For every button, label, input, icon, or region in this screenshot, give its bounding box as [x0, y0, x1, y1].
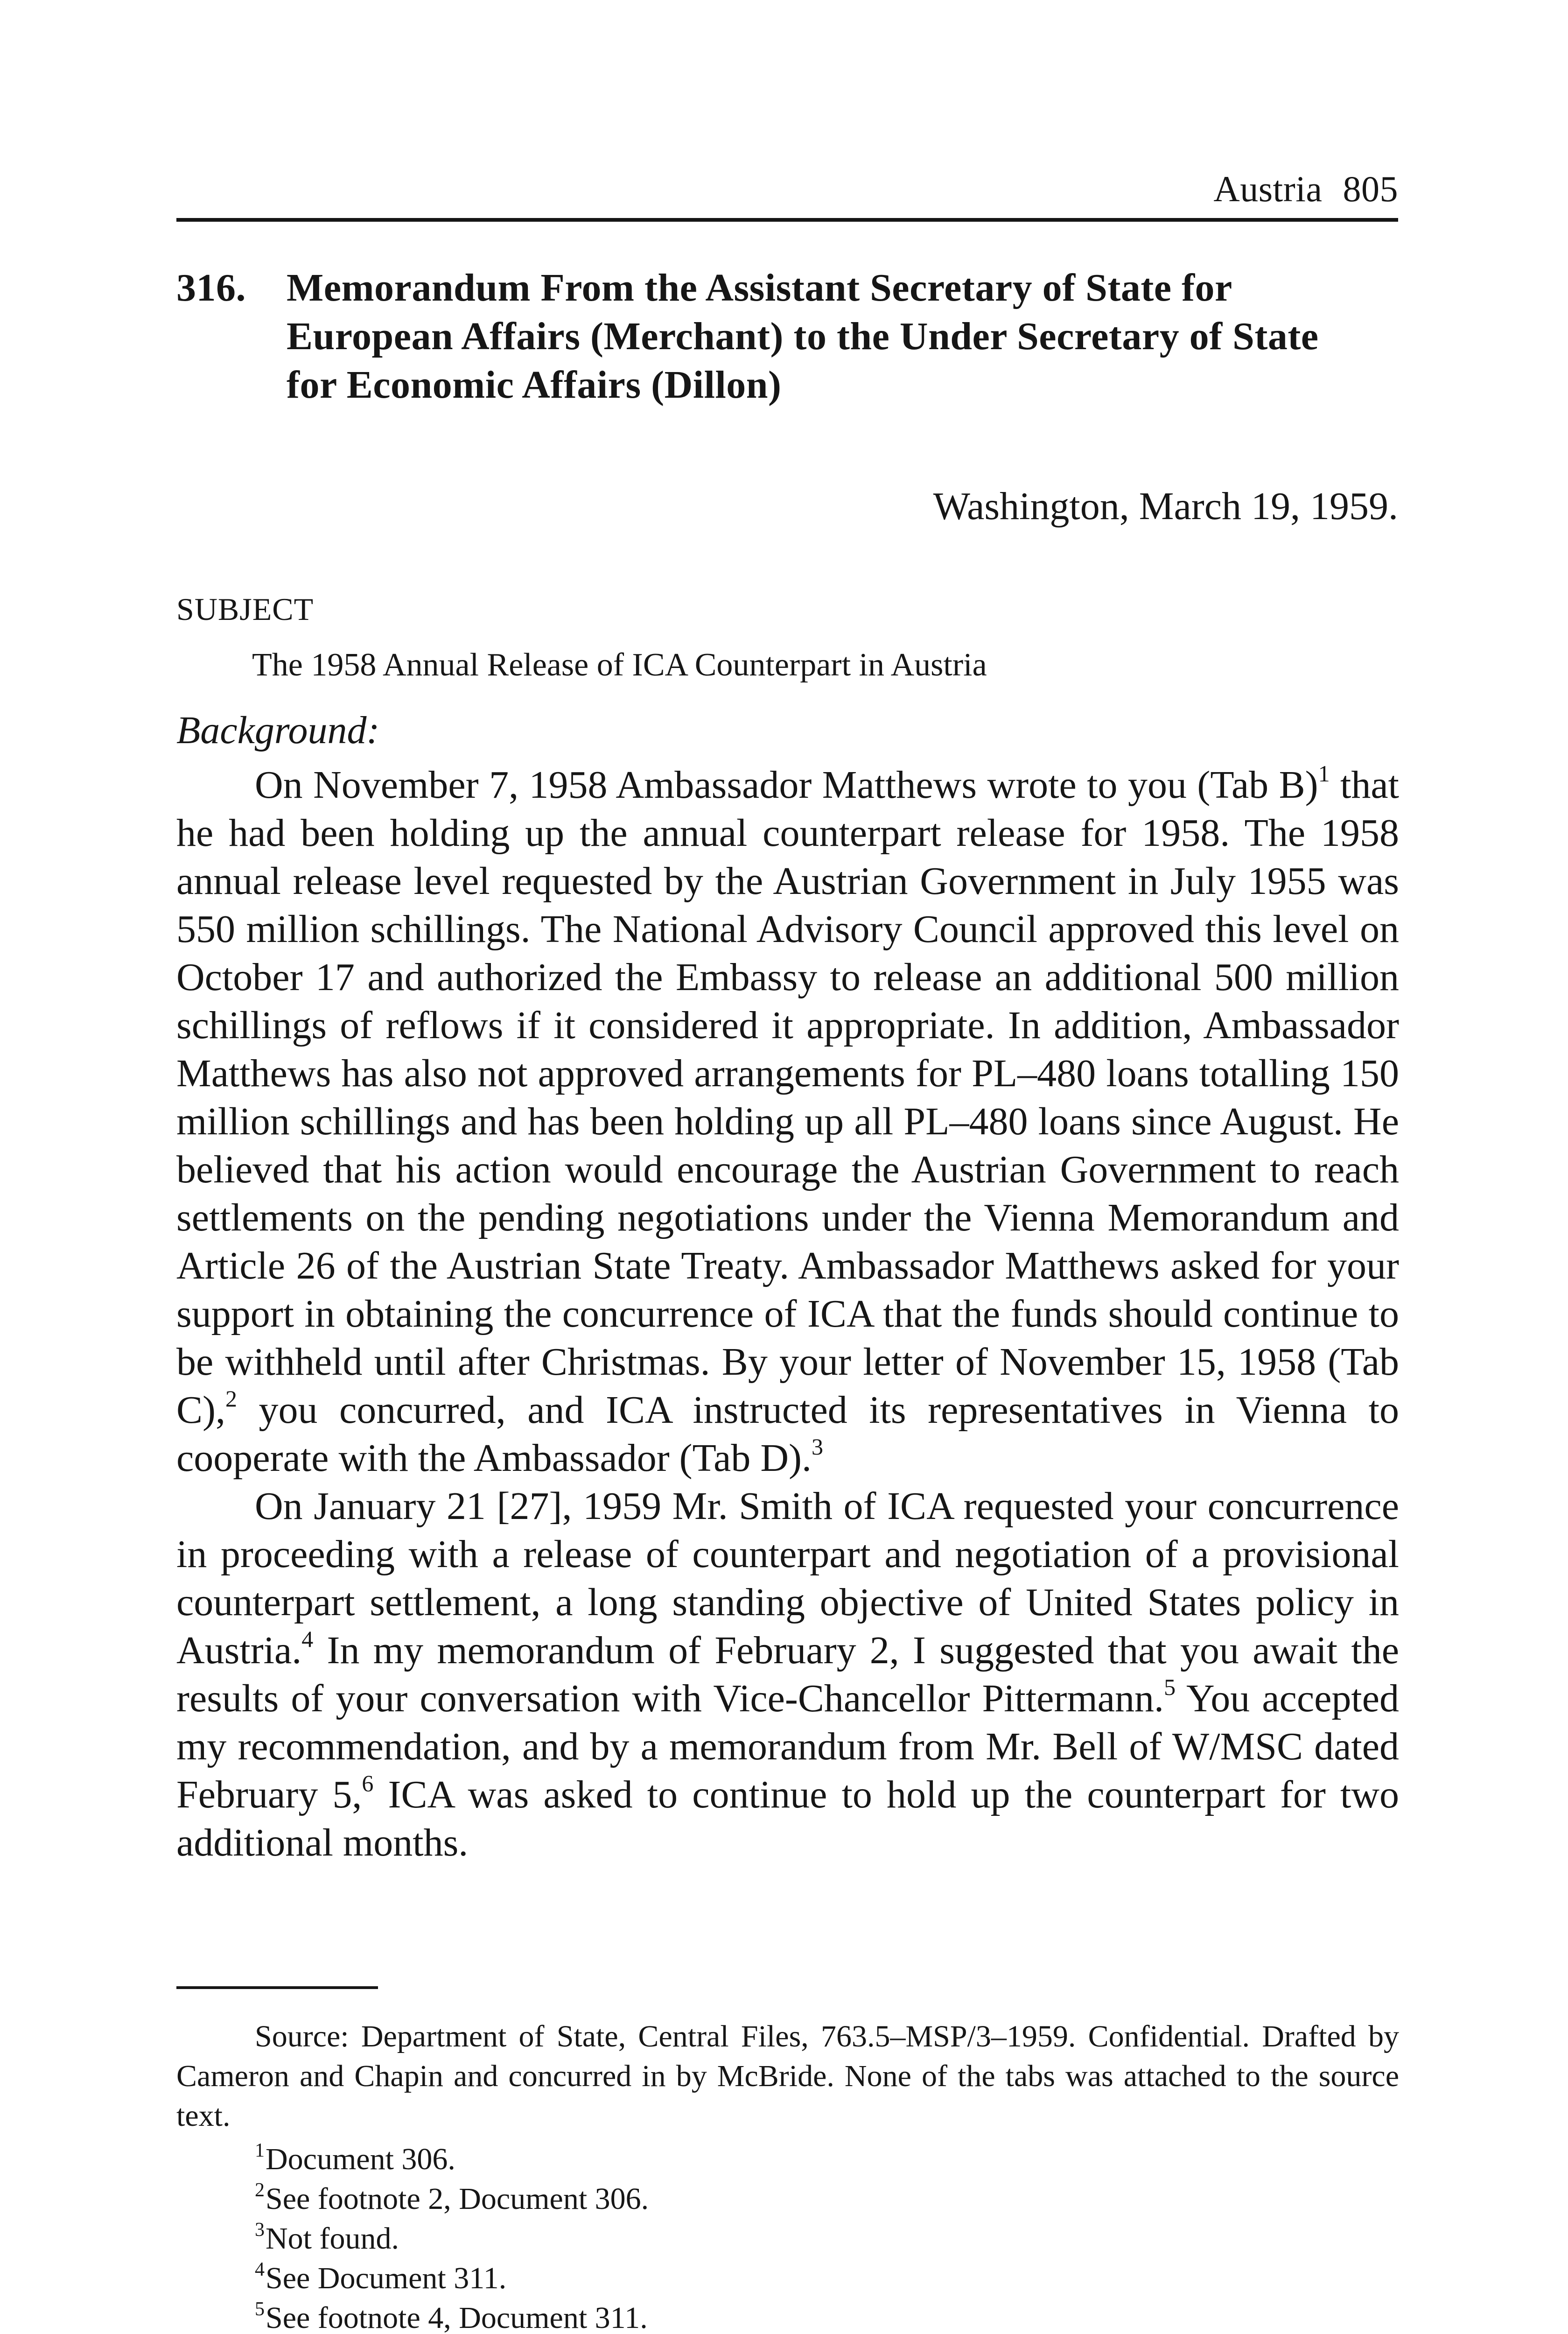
footnote [176, 2219, 1399, 2258]
footnote-mark: 1 [255, 2140, 265, 2161]
footnote-text: See Document 311. [266, 2261, 507, 2295]
footnote-ref: 5 [1164, 1674, 1176, 1700]
header-rule [176, 218, 1398, 222]
source-note: Source: Department of State, Central Files, 763.5–MSP/3–1959. Confidential. Drafted by Cameron and Chapin and concurred in by McBride. None of the tabs was attached to the source text. [176, 2019, 1399, 2133]
body-text [176, 761, 1399, 1867]
running-head [176, 166, 1398, 212]
footnote [176, 2179, 1399, 2219]
title-line: European Affairs (Merchant) to the Under Secretary of State [287, 315, 1319, 358]
footnote-text: See footnote 2, Document 306. [266, 2182, 649, 2216]
footnote-text: Not found. [266, 2222, 399, 2256]
paragraph-text: On January 21 [27], 1959 Mr. Smith of ICA requested your concurrence in proceeding with a release of counterpart and negotiation of a provisional counterpart settlement, a long standing objective of United States policy in Austria. [176, 1484, 1399, 1672]
footnote-ref: 4 [301, 1626, 314, 1652]
footnote [176, 2139, 1399, 2179]
footnotes [176, 2017, 1399, 2334]
subject-label: SUBJECT [176, 591, 314, 627]
subject-text: The 1958 Annual Release of ICA Counterpart in Austria [252, 647, 987, 683]
footnote-mark: 3 [255, 2219, 265, 2241]
paragraph-text: you concurred, and ICA instructed its representatives in Vienna to cooperate with the Ambassador (Tab D). [176, 1388, 1399, 1480]
body-paragraph [176, 1482, 1399, 1867]
paragraph-text: ICA was asked to continue to hold up the counterpart for two additional months. [176, 1773, 1399, 1864]
footnote-rule [176, 1986, 378, 1989]
body-paragraph [176, 761, 1399, 1482]
title-line: for Economic Affairs (Dillon) [287, 363, 782, 407]
paragraph-text: In my memorandum of February 2, I suggested that you await the results of your conversation with Vice-Chancellor Pittermann. [176, 1629, 1399, 1720]
title-line: Memorandum From the Assistant Secretary of State for [287, 266, 1232, 309]
footnote-ref: 2 [225, 1385, 237, 1412]
footnote [176, 2258, 1399, 2298]
footnote [176, 2298, 1399, 2334]
footnote-list [176, 2139, 1399, 2334]
footnote-mark: 2 [255, 2179, 265, 2201]
running-head-section: Austria [1213, 169, 1323, 209]
footnote-ref: 6 [362, 1770, 374, 1796]
dateline: Washington, March 19, 1959. [933, 485, 1398, 528]
page-number: 805 [1343, 169, 1398, 209]
footnote-text: Document 306. [266, 2142, 455, 2176]
document-number: 316. [176, 266, 246, 309]
footnote-ref: 3 [812, 1434, 824, 1460]
section-label: Background: [176, 709, 380, 752]
footnote-mark: 5 [255, 2299, 265, 2320]
paragraph-text: On November 7, 1958 Ambassador Matthews wrote to you (Tab B) [255, 763, 1318, 807]
paragraph-text: You accepted my recommendation, and by a memorandum from Mr. Bell of W/MSC dated February 5, [176, 1677, 1400, 1816]
footnote-mark: 4 [255, 2259, 265, 2280]
footnote-ref: 1 [1318, 760, 1330, 787]
footnote-text: See footnote 4, Document 311. [266, 2301, 648, 2334]
paragraph-text: that he had been holding up the annual counterpart release for 1958. The 1958 annual release level requested by the Austrian Government in July 1955 was 550 million schillings. The National Advisory Council approved this level on October 17 and authorized the Embassy to release an additional 500 million schillings of reflows if it considered it appropriate. In addition, Ambassador Matthews has also not approved arrangements for PL–480 loans totalling 150 million schillings and has been holding up all PL–480 loans since August. He believed that his action would encourage the Austrian Government to reach settlements on the pending negotiations under the Vienna Memorandum and Article 26 of the Austrian State Treaty. Ambassador Matthews asked for your support in obtaining the concurrence of ICA that the funds should continue to be withheld until after Christmas. By your letter of November 15, 1958 (Tab C), [176, 763, 1400, 1432]
